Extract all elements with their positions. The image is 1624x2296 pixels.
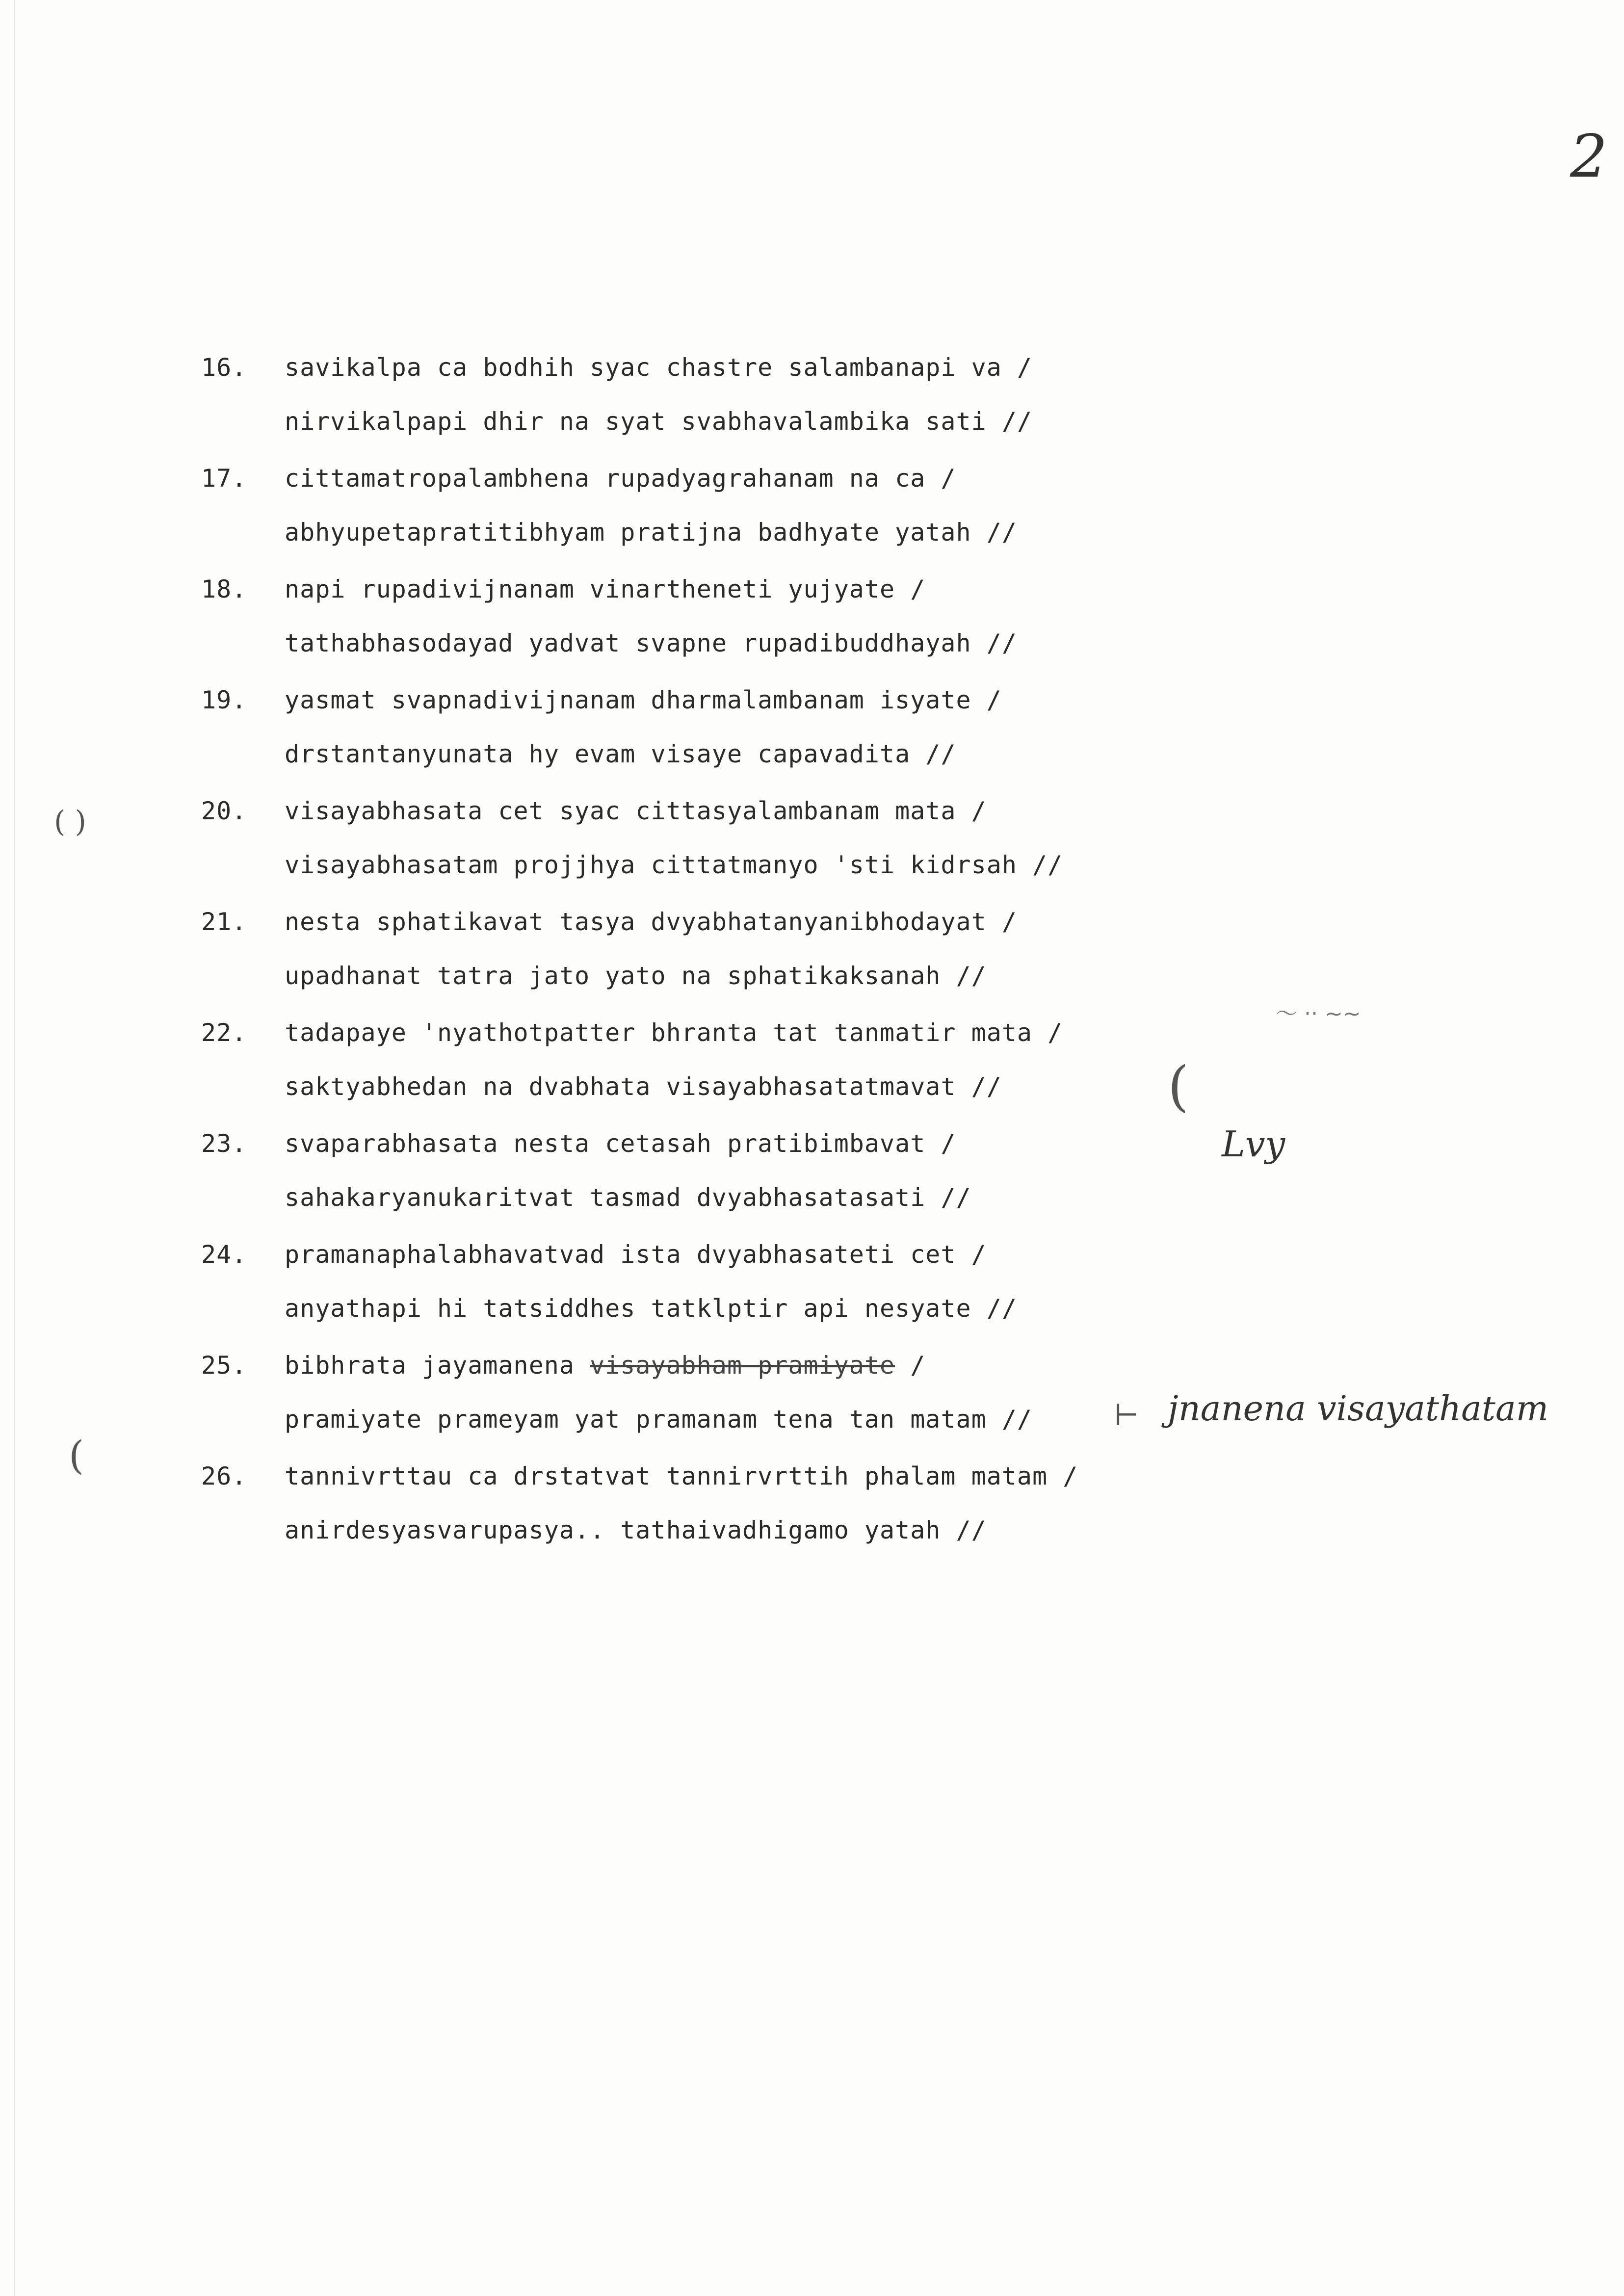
verse-number: 24. <box>201 1240 247 1269</box>
verse-line-1 <box>285 1351 925 1380</box>
verse-line-1: pramanaphalabhavatvad ista dvyabhasateti cet / <box>285 1240 987 1269</box>
verse-line-1: visayabhasata cet syac cittasyalambanam mata / <box>285 797 987 825</box>
verse-line-2: anirdesyasvarupasya.. tathaivadhigamo yatah // <box>285 1516 987 1544</box>
margin-note-jnana: jnanena visayathatam <box>1168 1388 1549 1429</box>
verse-number: 18. <box>201 575 247 603</box>
verse-22 <box>201 1018 1182 1129</box>
verse-line-2: tathabhasodayad yadvat svapne rupadibuddhayah // <box>285 629 1017 657</box>
margin-curve-mark-left: ( <box>69 1433 84 1478</box>
verse-number: 25. <box>201 1351 247 1380</box>
insertion-mark: ⊢ <box>1114 1398 1139 1433</box>
margin-curve-mark: ( <box>1168 1055 1189 1118</box>
page-number: 2 <box>1570 123 1608 191</box>
verse-number: 26. <box>201 1462 247 1490</box>
verse-26 <box>201 1462 1182 1573</box>
margin-bracket-mark: ( ) <box>54 805 86 839</box>
verse-24 <box>201 1240 1182 1351</box>
verse-18 <box>201 575 1182 686</box>
verse-line-1: svaparabhasata nesta cetasah pratibimbavat / <box>285 1129 956 1158</box>
verse-line-1: tannivrttau ca drstatvat tannirvrttih phalam matam / <box>285 1462 1078 1490</box>
verse-number: 22. <box>201 1018 247 1047</box>
verse-line-2: drstantanyunata hy evam visaye capavadita // <box>285 740 956 768</box>
verse-line-2: nirvikalpapi dhir na syat svabhavalambika sati // <box>285 407 1033 436</box>
verse-line-1-end: / <box>895 1351 926 1380</box>
struck-text: visayabham pramiyate <box>590 1351 895 1380</box>
verse-25 <box>201 1351 1182 1462</box>
verse-number: 17. <box>201 464 247 493</box>
verse-line-1: savikalpa ca bodhih syac chastre salambanapi va / <box>285 353 1033 382</box>
verse-16 <box>201 353 1182 464</box>
verse-number: 19. <box>201 686 247 714</box>
verse-line-2: visayabhasatam projjhya cittatmanyo 'sti kidrsah // <box>285 851 1063 879</box>
verse-line-1-start: bibhrata jayamanena <box>285 1351 575 1380</box>
verse-21 <box>201 908 1182 1018</box>
margin-scribble: 〜 ·· ~~ <box>1276 1001 1361 1026</box>
binding-edge <box>14 0 15 2296</box>
verse-20 <box>201 797 1182 908</box>
verse-line-1: nesta sphatikavat tasya dvyabhatanyanibhodayat / <box>285 908 1017 936</box>
verse-number: 21. <box>201 908 247 936</box>
verse-line-1: cittamatropalambhena rupadyagrahanam na ca / <box>285 464 956 493</box>
verse-19 <box>201 686 1182 797</box>
verse-number: 16. <box>201 353 247 382</box>
verse-17 <box>201 464 1182 575</box>
verse-23 <box>201 1129 1182 1240</box>
verse-number: 20. <box>201 797 247 825</box>
verse-line-2: pramiyate prameyam yat pramanam tena tan matam // <box>285 1405 1033 1434</box>
verse-line-2: sahakaryanukaritvat tasmad dvyabhasatasati // <box>285 1183 971 1212</box>
verse-line-1: napi rupadivijnanam vinartheneti yujyate / <box>285 575 926 603</box>
verse-line-2: abhyupetapratitibhyam pratijna badhyate yatah // <box>285 518 1017 547</box>
verse-list <box>201 353 1182 1573</box>
verse-line-1: tadapaye 'nyathotpatter bhranta tat tanmatir mata / <box>285 1018 1063 1047</box>
verse-line-2: upadhanat tatra jato yato na sphatikaksanah // <box>285 962 987 990</box>
margin-note-lvy: Lvy <box>1222 1123 1285 1165</box>
verse-line-2: saktyabhedan na dvabhata visayabhasatatmavat // <box>285 1072 1002 1101</box>
verse-number: 23. <box>201 1129 247 1158</box>
verse-line-1: yasmat svapnadivijnanam dharmalambanam isyate / <box>285 686 1002 714</box>
verse-line-2: anyathapi hi tatsiddhes tatklptir api nesyate // <box>285 1294 1017 1323</box>
